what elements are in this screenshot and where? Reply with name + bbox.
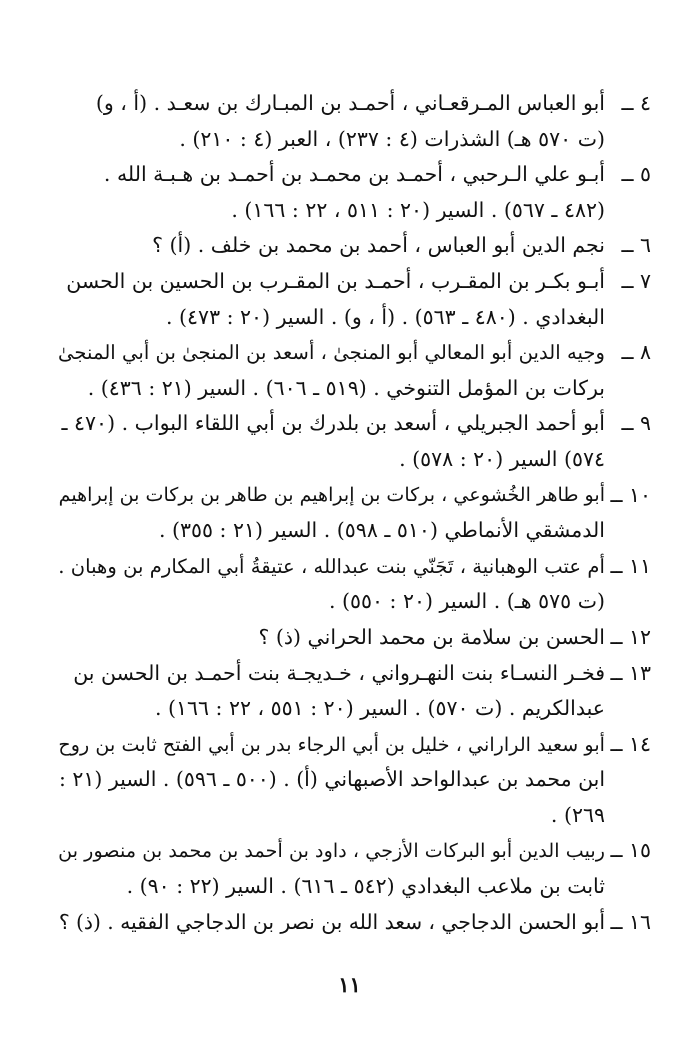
entry-number: ١٠ ــ (610, 482, 651, 507)
entry-number: ١٥ ــ (610, 838, 651, 863)
list-item (58, 620, 651, 656)
entry-text-line: (ت ٥٧٥ هـ) . السير (٢٠ : ٥٥٠) . (328, 589, 605, 614)
list-item (58, 656, 651, 727)
entry-text-line: ٥٧٤) السير (٢٠ : ٥٧٨) . (399, 446, 605, 471)
entry-text-line: فخـر النسـاء بنت النهـرواني ، خـديجـة بنت أحمـد بن الحسن بن (73, 660, 605, 685)
entry-text-line: أبو طاهر الخُشوعي ، بركات بن إبراهيم بن طاهر بن بركات بن إبراهيم (58, 483, 605, 506)
list-item (58, 727, 651, 834)
entry-number: ١٤ ــ (610, 731, 651, 756)
list-item (58, 157, 651, 228)
list-item (58, 549, 651, 620)
entry-text-line: أبـو علي الـرحبي ، أحمـد بن محمـد بن أحمـد بن هـبـة الله . (103, 162, 605, 187)
entry-number: ٧ ــ (621, 268, 651, 293)
entry-text-line: ثابت بن ملاعب البغدادي (٥٤٢ ـ ٦١٦) . السير (٢٢ : ٩٠) . (126, 874, 605, 899)
entry-number: ٨ ــ (621, 340, 651, 365)
entry-text-line: نجم الدين أبو العباس ، أحمد بن محمد بن خلف . (أ) ؟ (152, 233, 605, 258)
list-item (58, 335, 651, 406)
entry-text-line: الحسن بن سلامة بن محمد الحراني (ذ) ؟ (258, 624, 605, 649)
list-item (58, 406, 651, 477)
entry-number: ١٣ ــ (610, 660, 651, 685)
list-item (58, 228, 651, 264)
entry-text-line: ربيب الدين أبو البركات الأزجي ، داود بن أحمد بن محمد بن منصور بن (58, 839, 605, 863)
entry-text-line: أبو سعيد الراراني ، خليل بن أبي الرجاء بدر بن أبي الفتح ثابت بن روح (58, 732, 605, 756)
entry-text-line: ابن محمد بن عبدالواحد الأصبهاني (أ) . (٥٠٠ ـ ٥٩٦) . السير (٢١ : (59, 767, 605, 792)
entry-number: ١٦ ــ (610, 909, 651, 934)
entry-number: ٥ ــ (621, 162, 651, 187)
entry-text-line: عبدالكريم . (ت ٥٧٠) . السير (٢٠ : ٥٥١ ، ٢٢ : ١٦٦) . (154, 696, 605, 721)
entry-number: ١٢ ــ (610, 624, 651, 649)
entry-text-line: البغدادي . (٤٨٠ ـ ٥٦٣) . (أ ، و) . السير (٢٠ : ٤٧٣) . (166, 304, 605, 329)
entry-text-line: الدمشقي الأنماطي (٥١٠ ـ ٥٩٨) . السير (٢١ : ٣٥٥) . (158, 518, 605, 543)
list-item (58, 833, 651, 904)
page-number: ١١ (338, 972, 361, 997)
entry-text-line: أبو العباس المـرقعـاني ، أحمـد بن المبـارك بن سعـد . (أ ، و) (95, 91, 605, 115)
entry-text-line: وجيه الدين أبو المعالي أبو المنجىٰ ، أسعد بن المنجىٰ بن أبي المنجىٰ (58, 341, 605, 365)
entry-text-line: (ت ٥٧٠ هـ) الشذرات (٤ : ٢٣٧) ، العبر (٤ : ٢١٠) . (179, 126, 605, 151)
entry-number: ٤ ــ (621, 91, 651, 115)
entry-text-line: أبو أحمد الجبريلي ، أسعد بن بلدرك بن أبي اللقاء البواب . (٤٧٠ ـ (61, 411, 605, 436)
entry-text-line: أبـو بكـر بن المقـرب ، أحمـد بن المقـرب بن الحسين بن الحسن (66, 268, 605, 293)
list-item (58, 905, 651, 941)
entry-list (58, 86, 651, 940)
entry-number: ١١ ــ (610, 553, 651, 578)
list-item (58, 478, 651, 549)
entry-text-line: (٤٨٢ ـ ٥٦٧) . السير (٢٠ : ٥١١ ، ٢٢ : ١٦٦) . (231, 197, 605, 222)
entry-text-line: أبو الحسن الدجاجي ، سعد الله بن نصر بن الدجاجي الفقيه . (ذ) ؟ (58, 909, 605, 934)
entry-text-line: بركات بن المؤمل التنوخي . (٥١٩ ـ ٦٠٦) . السير (٢١ : ٤٣٦) . (87, 375, 605, 400)
entry-number: ٩ ــ (621, 411, 651, 436)
list-item (58, 264, 651, 335)
entry-text-line: أم عتب الوهبانية ، تَجَنّي بنت عبدالله ، عتيقةُ أبي المكارم بن وهبان . (58, 554, 605, 578)
list-item (58, 86, 651, 157)
entry-number: ٦ ــ (621, 233, 651, 258)
entry-text-line: ٢٦٩) . (550, 802, 605, 827)
